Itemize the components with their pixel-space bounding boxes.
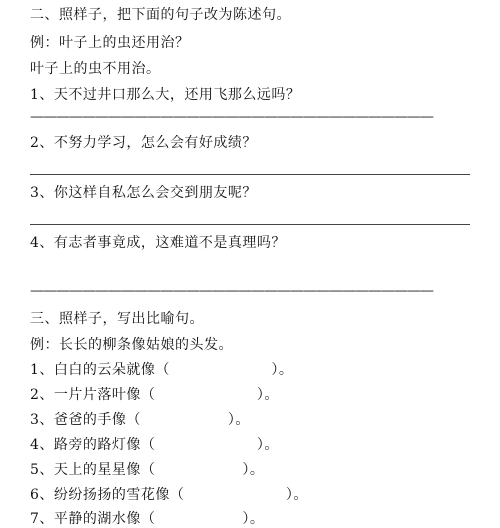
simile-item-7: 7、平静的湖水像（ ）。 [30, 511, 265, 527]
section2-title: 二、照样子，把下面的句子改为陈述句。 [30, 7, 291, 23]
simile-item-6: 6、纷纷扬扬的雪花像（ ）。 [30, 487, 308, 503]
answer-line-1: ——————————————————————————————— [30, 109, 433, 125]
answer-line-2 [30, 174, 470, 175]
answer-line-4: ——————————————————————————————— [30, 283, 433, 299]
section2-example-answer: 叶子上的虫不用治。 [30, 61, 161, 77]
simile-item-5: 5、天上的星星像（ ）。 [30, 462, 265, 478]
section3-title: 三、照样子，写出比喻句。 [30, 311, 204, 327]
question-1: 1、天不过井口那么大，还用飞那么远吗？ [30, 87, 301, 103]
simile-item-3: 3、爸爸的手像（ ）。 [30, 412, 250, 428]
answer-line-3 [30, 224, 470, 225]
question-2: 2、不努力学习，怎么会有好成绩？ [30, 135, 257, 151]
question-4: 4、有志者事竟成，这难道不是真理吗？ [30, 235, 286, 251]
simile-item-2: 2、一片片落叶像（ ）。 [30, 387, 279, 403]
simile-item-4: 4、路旁的路灯像（ ）。 [30, 437, 279, 453]
section2-example: 例：叶子上的虫还用治？ [30, 35, 190, 51]
section3-example: 例：长长的柳条像姑娘的头发。 [30, 337, 233, 353]
question-3: 3、你这样自私怎么会交到朋友呢？ [30, 185, 257, 201]
simile-item-1: 1、白白的云朵就像（ ）。 [30, 362, 294, 378]
